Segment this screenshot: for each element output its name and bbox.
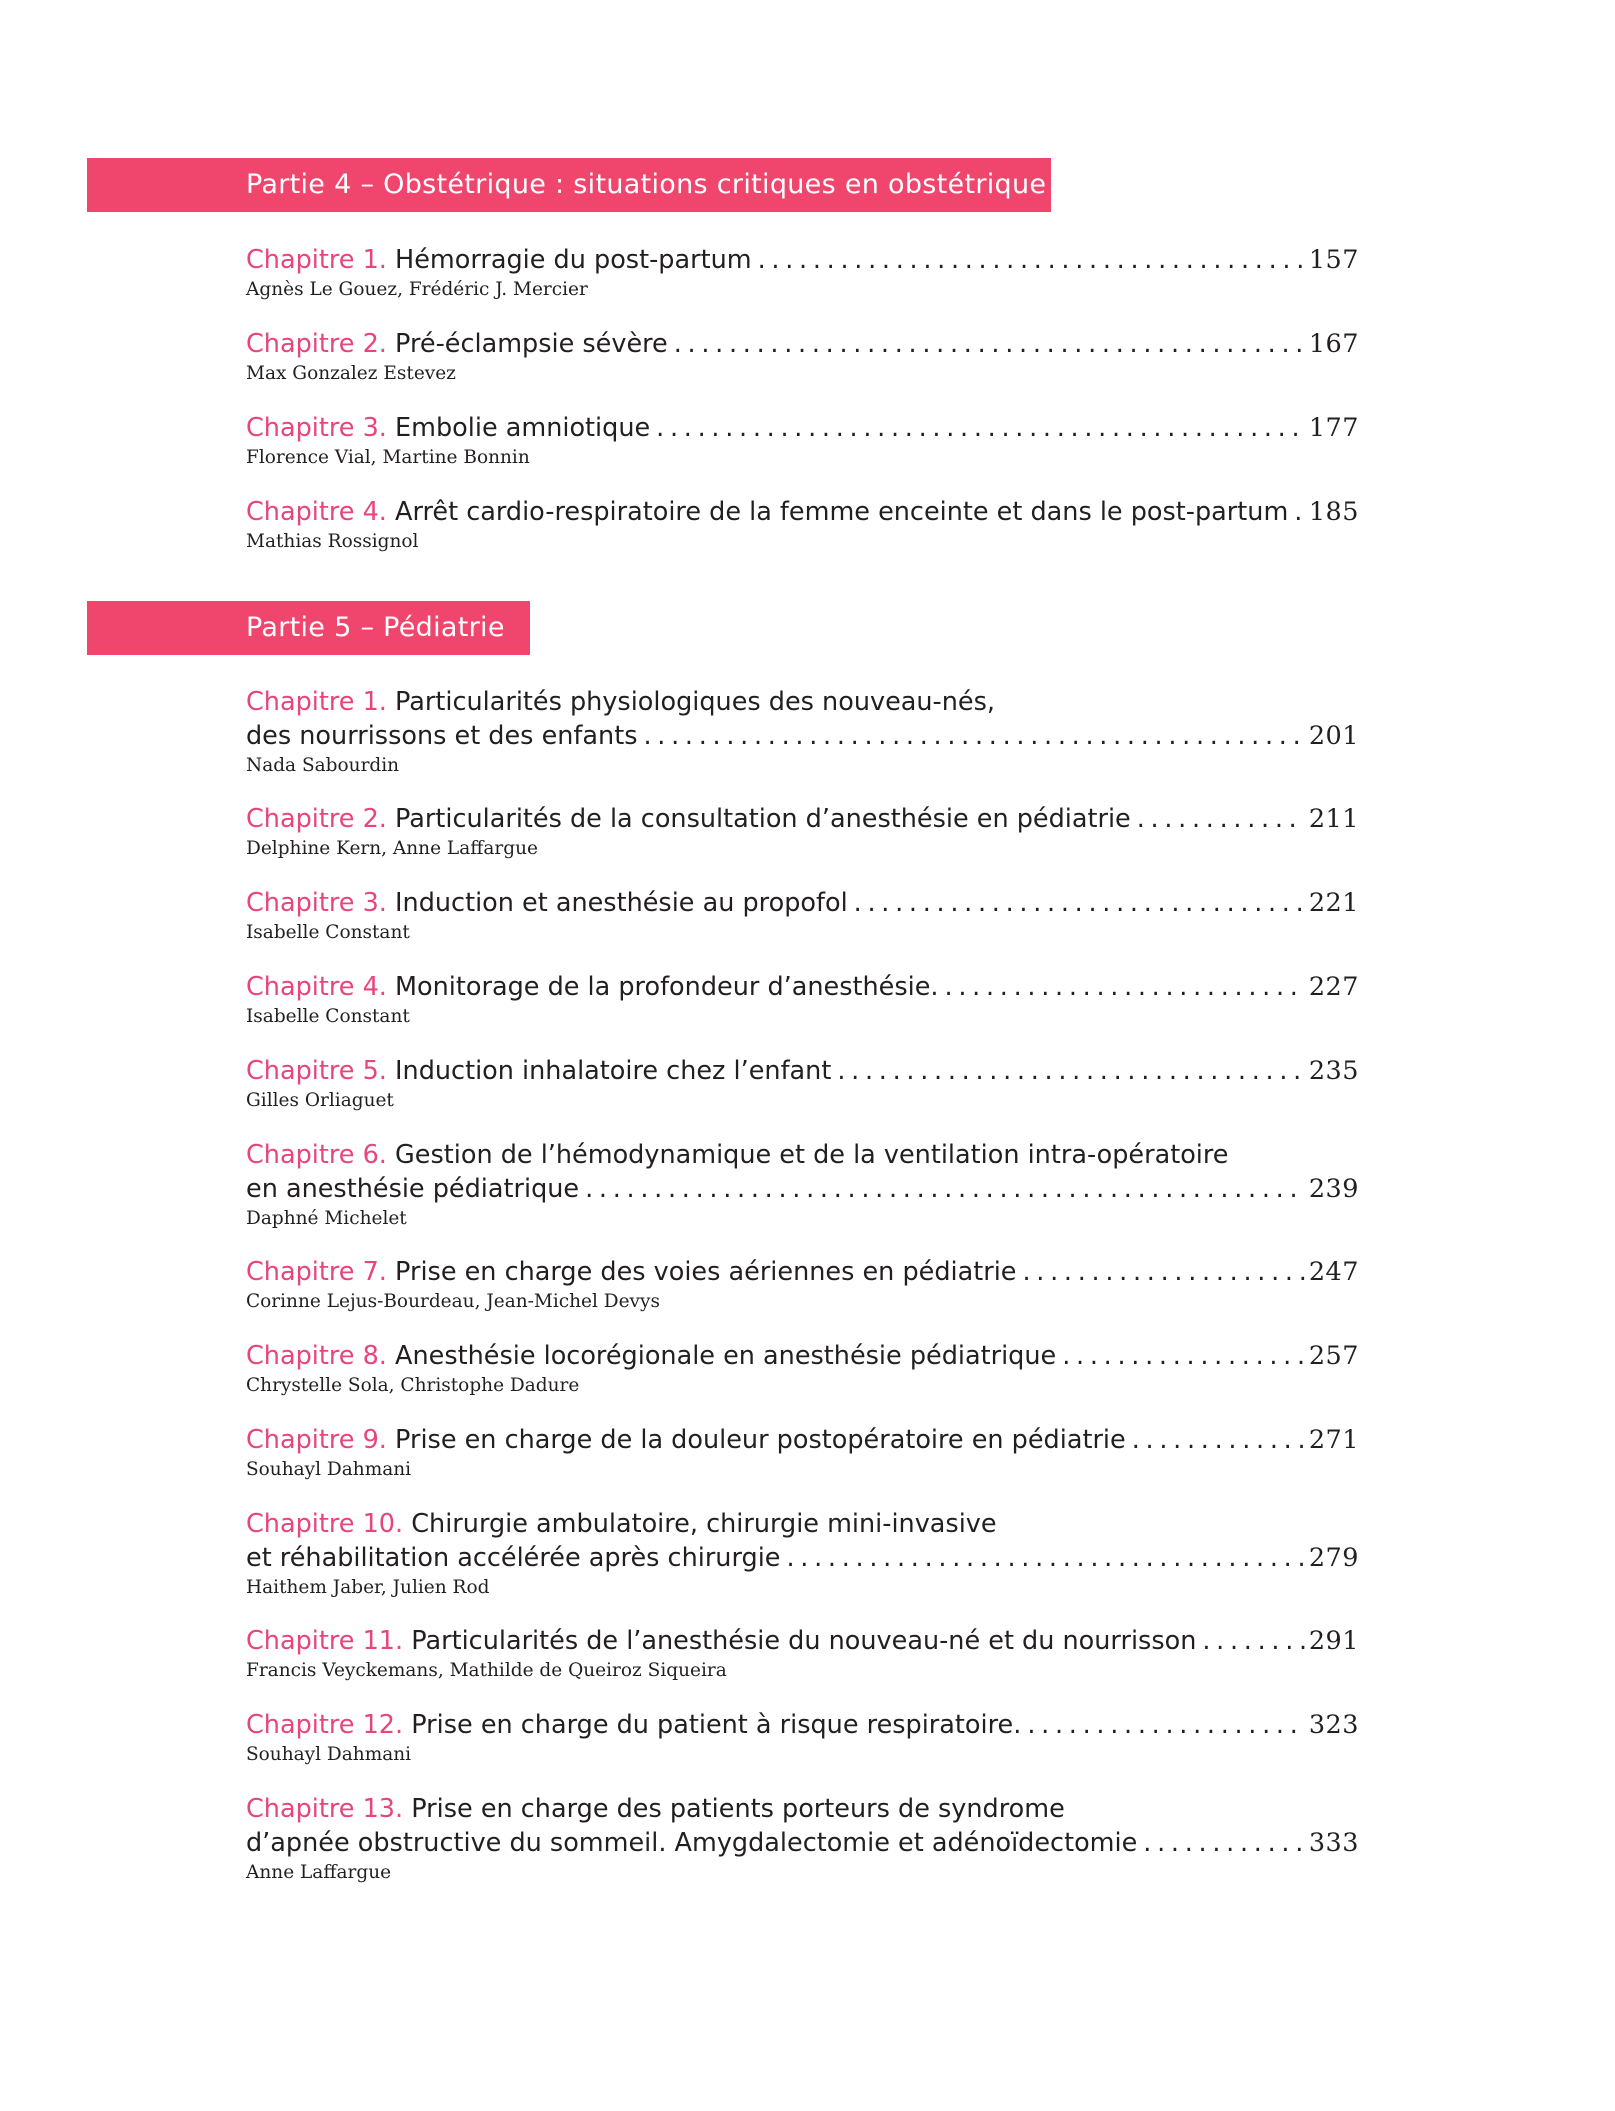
chapter-label: Chapitre 1.: [246, 245, 387, 275]
chapter-authors: Florence Vial, Martine Bonnin: [246, 447, 530, 468]
chapter-title: Anesthésie locorégionale en anesthésie pédiatrique: [395, 1341, 1057, 1371]
toc-entry[interactable]: [246, 1708, 1359, 1792]
toc-entry[interactable]: [246, 1792, 1359, 1909]
dot-leader: [585, 1172, 1305, 1206]
page-number: 271: [1308, 1425, 1359, 1455]
chapter-label: Chapitre 6.: [246, 1140, 387, 1170]
chapter-label: Chapitre 2.: [246, 329, 387, 359]
chapter-title: Monitorage de la profondeur d’anesthésie.: [395, 972, 939, 1002]
toc-entry[interactable]: [246, 886, 1359, 970]
dot-leader: [1202, 1624, 1304, 1658]
chapter-label: Chapitre 11.: [246, 1626, 404, 1656]
chapter-title: Pré-éclampsie sévère: [395, 329, 668, 359]
toc-entry[interactable]: [246, 1138, 1359, 1255]
chapter-authors: Anne Laffargue: [246, 1862, 392, 1883]
dot-leader: [674, 327, 1305, 361]
toc-entry[interactable]: [246, 411, 1359, 495]
part-4-chapter-list: [246, 243, 1359, 579]
page-number: 211: [1308, 804, 1359, 834]
chapter-title: Prise en charge du patient à risque respiratoire.: [411, 1710, 1022, 1740]
page-number: 167: [1308, 329, 1359, 359]
dot-leader: [643, 719, 1304, 753]
chapter-authors: Chrystelle Sola, Christophe Dadure: [246, 1375, 580, 1396]
page-number: 157: [1308, 245, 1359, 275]
chapter-label: Chapitre 5.: [246, 1056, 387, 1086]
dot-leader: [758, 243, 1305, 277]
toc-entry[interactable]: [246, 1507, 1359, 1624]
dot-leader: [656, 411, 1305, 445]
chapter-title: Induction inhalatoire chez l’enfant: [395, 1056, 832, 1086]
chapter-authors: Agnès Le Gouez, Frédéric J. Mercier: [246, 279, 588, 300]
chapter-label: Chapitre 13.: [246, 1794, 404, 1824]
chapter-authors: Mathias Rossignol: [246, 531, 419, 552]
page-number: 201: [1308, 721, 1359, 751]
toc-entry[interactable]: [246, 1054, 1359, 1138]
chapter-authors: Gilles Orliaguet: [246, 1090, 394, 1111]
chapter-title: des nourrissons et des enfants: [246, 721, 638, 751]
chapter-label: Chapitre 3.: [246, 888, 387, 918]
page-number: 333: [1308, 1828, 1359, 1858]
chapter-title: et réhabilitation accélérée après chirurgie: [246, 1543, 781, 1573]
toc-entry[interactable]: [246, 1624, 1359, 1708]
toc-entry[interactable]: [246, 1339, 1359, 1423]
dot-leader: [1022, 1255, 1304, 1289]
chapter-label: Chapitre 2.: [246, 804, 387, 834]
chapter-label: Chapitre 4.: [246, 972, 387, 1002]
chapter-label: Chapitre 12.: [246, 1710, 404, 1740]
chapter-authors: Haithem Jaber, Julien Rod: [246, 1577, 490, 1598]
page-number: 239: [1308, 1174, 1359, 1204]
chapter-authors: Max Gonzalez Estevez: [246, 363, 456, 384]
chapter-title-line-1: Prise en charge des patients porteurs de syndrome: [411, 1794, 1065, 1824]
toc-entry[interactable]: [246, 802, 1359, 886]
chapter-title-line-1: Particularités physiologiques des nouveau-nés,: [395, 687, 995, 717]
chapter-label: Chapitre 7.: [246, 1257, 387, 1287]
chapter-title-line-1: Gestion de l’hémodynamique et de la ventilation intra-opératoire: [395, 1140, 1229, 1170]
page-number: 227: [1308, 972, 1359, 1002]
dot-leader: [837, 1054, 1304, 1088]
dot-leader: [1132, 1423, 1305, 1457]
part-5-chapter-list: [246, 685, 1359, 1909]
chapter-title: Embolie amniotique: [395, 413, 651, 443]
chapter-authors: Souhayl Dahmani: [246, 1459, 412, 1480]
chapter-authors: Francis Veyckemans, Mathilde de Queiroz Siqueira: [246, 1660, 727, 1681]
part-5-banner: Partie 5 – Pédiatrie: [87, 601, 530, 655]
page-number: 279: [1308, 1543, 1359, 1573]
chapter-title: Hémorragie du post-partum: [395, 245, 752, 275]
chapter-label: Chapitre 1.: [246, 687, 387, 717]
chapter-authors: Daphné Michelet: [246, 1208, 407, 1229]
chapter-label: Chapitre 4.: [246, 497, 387, 527]
dot-leader: [786, 1541, 1304, 1575]
chapter-title: Arrêt cardio-respiratoire de la femme enceinte et dans le post-partum: [395, 497, 1289, 527]
toc-entry[interactable]: [246, 327, 1359, 411]
dot-leader: [1294, 495, 1305, 529]
chapter-title: Particularités de l’anesthésie du nouveau-né et du nourrisson: [411, 1626, 1197, 1656]
page-number: 247: [1308, 1257, 1359, 1287]
dot-leader: [1027, 1708, 1305, 1742]
chapter-authors: Corinne Lejus-Bourdeau, Jean-Michel Devys: [246, 1291, 660, 1312]
chapter-authors: Souhayl Dahmani: [246, 1744, 412, 1765]
page-number: 323: [1308, 1710, 1359, 1740]
page-number: 221: [1308, 888, 1359, 918]
chapter-title: Induction et anesthésie au propofol: [395, 888, 848, 918]
dot-leader: [1137, 802, 1305, 836]
chapter-label: Chapitre 8.: [246, 1341, 387, 1371]
chapter-authors: Delphine Kern, Anne Laffargue: [246, 838, 538, 859]
chapter-title: d’apnée obstructive du sommeil. Amygdalectomie et adénoïdectomie: [246, 1828, 1138, 1858]
page-number: 185: [1308, 497, 1359, 527]
chapter-label: Chapitre 10.: [246, 1509, 404, 1539]
dot-leader: [945, 970, 1305, 1004]
chapter-title: en anesthésie pédiatrique: [246, 1174, 580, 1204]
chapter-label: Chapitre 3.: [246, 413, 387, 443]
chapter-title: Prise en charge de la douleur postopératoire en pédiatrie: [395, 1425, 1126, 1455]
toc-entry[interactable]: [246, 970, 1359, 1054]
toc-entry[interactable]: [246, 495, 1359, 579]
chapter-title-line-1: Chirurgie ambulatoire, chirurgie mini-invasive: [411, 1509, 997, 1539]
page-number: 257: [1308, 1341, 1359, 1371]
chapter-authors: Isabelle Constant: [246, 1006, 410, 1027]
chapter-authors: Isabelle Constant: [246, 922, 410, 943]
toc-entry[interactable]: [246, 1423, 1359, 1507]
toc-entry[interactable]: [246, 243, 1359, 327]
page-number: 177: [1308, 413, 1359, 443]
page-number: 291: [1308, 1626, 1359, 1656]
dot-leader: [854, 886, 1305, 920]
chapter-title: Particularités de la consultation d’anesthésie en pédiatrie: [395, 804, 1131, 834]
toc-entry[interactable]: [246, 685, 1359, 802]
page-number: 235: [1308, 1056, 1359, 1086]
dot-leader: [1143, 1826, 1305, 1860]
chapter-title: Prise en charge des voies aériennes en pédiatrie: [395, 1257, 1017, 1287]
dot-leader: [1062, 1339, 1305, 1373]
chapter-label: Chapitre 9.: [246, 1425, 387, 1455]
part-4-banner: Partie 4 – Obstétrique : situations critiques en obstétrique: [87, 158, 1051, 212]
chapter-authors: Nada Sabourdin: [246, 755, 400, 776]
toc-entry[interactable]: [246, 1255, 1359, 1339]
